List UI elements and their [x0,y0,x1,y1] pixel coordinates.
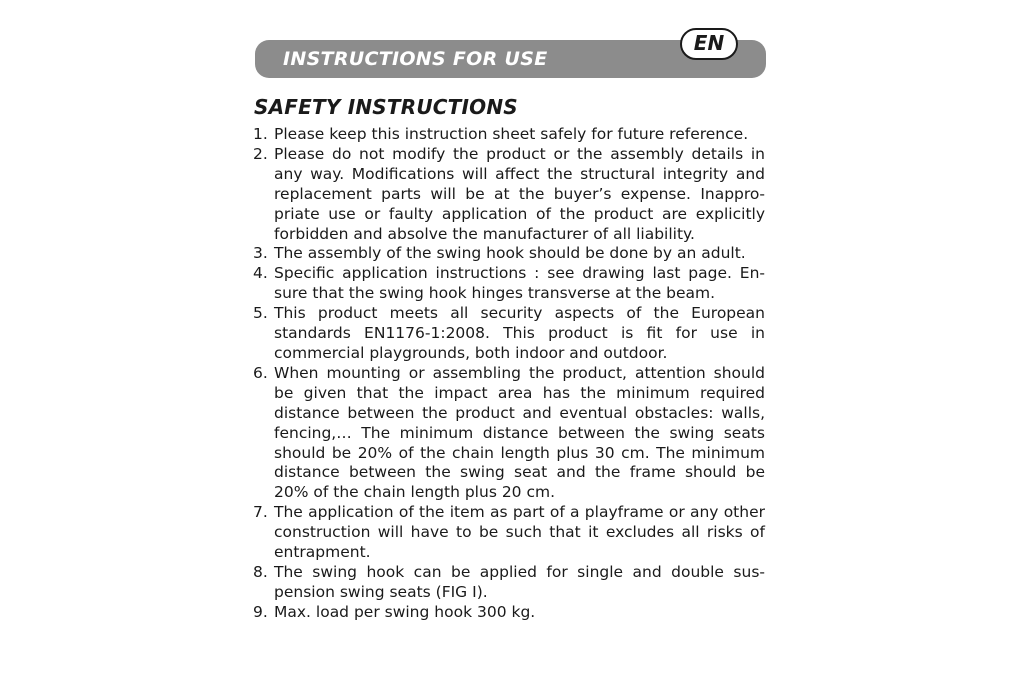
safety-instructions-list [253,125,765,623]
item-number: 4. [253,264,268,283]
list-item [253,244,765,264]
item-text: Specific application instructions : see drawing last page. Ensure that the swing hook hinges transverse at the beam. [274,264,765,303]
item-text: This product meets all security aspects of the European standards EN1176-1:2008. This product is fit for use in commercial playgrounds, both indoor and outdoor. [274,304,765,362]
item-number: 1. [253,125,268,143]
item-text: Please keep this instruction sheet safely for future reference. [274,125,749,143]
item-number: 9. [253,602,268,621]
list-item [253,264,765,304]
section-title: SAFETY INSTRUCTIONS [254,95,518,119]
list-item [253,503,765,563]
item-number: 7. [253,503,268,522]
item-text: The swing hook can be applied for single and double suspension swing seats (FIG I). [274,562,765,601]
item-number: 6. [253,363,268,382]
list-item [253,125,765,145]
item-text: The application of the item as part of a playframe or any other construction will have to be such that it excludes all risks of entrapment. [274,503,765,562]
list-item [253,364,765,503]
item-text: Please do not modify the product or the assembly details in any way. Modifications will affect the structural integrity and replacement parts will be at the buyer’s expense. Inappropriate use or faulty application of the product are explicitly forbidden and absolve the manufacturer of all liability. [274,144,765,243]
item-number: 8. [253,562,268,581]
header-title: INSTRUCTIONS FOR USE [283,48,548,70]
list-item [253,603,765,623]
item-number: 3. [253,244,268,263]
item-number: 2. [253,144,268,163]
list-item [253,304,765,364]
list-item [253,563,765,603]
list-item [253,145,765,245]
item-number: 5. [253,304,268,323]
item-text: Max. load per swing hook 300 kg. [274,602,536,621]
language-badge: EN [680,28,738,60]
item-text: When mounting or assembling the product, attention should be given that the impact area has the minimum required distance between the product and eventual obstacles: walls, fencing,… The minimum distance between the swing seats should be 20% of the chain length plus 30 cm. The minimum distance between the swing seat and the frame should be 20% of the chain length plus 20 cm. [274,363,765,502]
item-text: The assembly of the swing hook should be done by an adult. [274,244,746,263]
